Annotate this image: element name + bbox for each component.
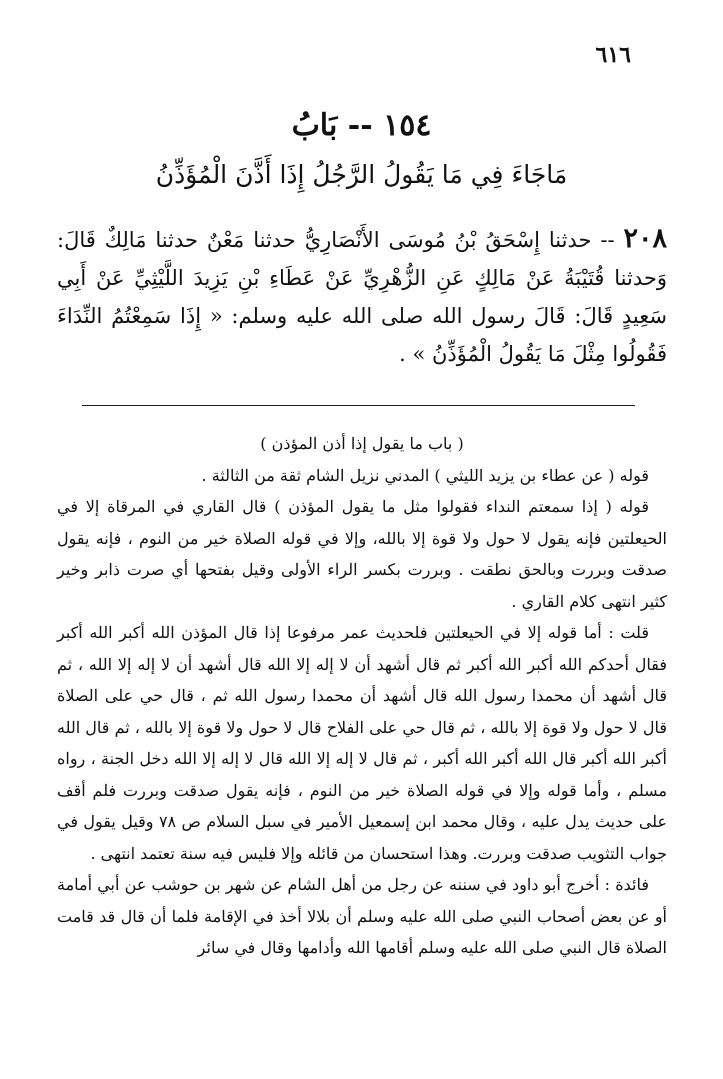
hadith-text-block — [57, 220, 667, 373]
commentary-paragraph: فائدة : أخرج أبو داود في سننه عن رجل من أهل الشام عن شهر بن حوشب عن أبي أمامة أو عن بعض أصحاب النبي صلى الله عليه وسلم أن بلالا أخذ في الإقامة فلما أن قال قد قامت الصلاة قال النبي صلى الله عليه وسلم أقامها الله وأدامها وقال في سائر — [57, 875, 667, 957]
commentary-paragraph: قوله ( عن عطاء بن يزيد الليثي ) المدني نزيل الشام ثقة من الثالثة . — [201, 465, 649, 485]
commentary-block — [57, 428, 667, 964]
chapter-subtitle: مَاجَاءَ فِي مَا يَقُولُ الرَّجُلُ إِذَا أَذَّنَ الْمُؤَذِّنُ — [155, 160, 568, 189]
chapter-title: ١٥٤ -- بَابُ — [291, 108, 432, 143]
commentary-paragraph: قوله ( إذا سمعتم النداء فقولوا مثل ما يقول المؤذن ) قال القاري في المرقاة إلا في الحيعلتين فإنه يقول لا حول ولا قوة إلا بالله، وإلا في قوله الصلاة خير من النوم ، فإنه يقول صدقت وبررت وبالحق نطقت . وبررت بكسر الراء الأولى وقيل بفتحها أي صرت ذابر وخير كثير انتهى كلام القاري . — [57, 497, 668, 611]
hadith-number: ٢٠٨ — [623, 223, 667, 254]
hadith-text: -- حدثنا إِسْحَقُ بْنُ مُوسَى الأَنْصَارِيُّ حدثنا مَعْنٌ حدثنا مَالِكٌ قَالَ: وَحدثنا قُتَيْبَةُ عَنْ مَالِكٍ عَنِ الزُّهْرِيِّ عَنْ عَطَاءِ بْنِ يَزِيدَ اللَّيْثِيِّ عَنْ أَبِي سَعِيدٍ قَالَ: قَالَ رسول الله صلى الله عليه وسلم: « إِذَا سَمِعْتُمُ النِّدَاءَ فَقُولُوا مِثْلَ مَا يَقُولُ الْمُؤَذِّنُ » . — [57, 228, 667, 366]
section-divider — [82, 405, 635, 406]
commentary-paragraph: قلت : أما قوله إلا في الحيعلتين فلحديث عمر مرفوعا إذا قال المؤذن الله أكبر الله أكبر فقال أحدكم الله أكبر الله أكبر ثم قال أشهد أن لا إله إلا الله قال أشهد أن لا إله إلا الله ، ثم قال أشهد أن محمدا رسول الله قال أشهد أن محمدا رسول الله ثم ، قال حي على الصلاة قال لا حول ولا قوة إلا بالله ، ثم قال حي على الفلاح قال لا حول ولا قوة إلا بالله ، ثم قال الله أكبر الله أكبر قال الله أكبر الله أكبر ، ثم قال لا إله إلا الله قال لا إله إلا الله دخل الجنة ، رواه مسلم ، وأما قوله وإلا في قوله الصلاة خير من النوم ، فإنه يقول صدقت وبررت فلم أقف على حديث يدل عليه ، وقال محمد ابن إسمعيل الأمير في سبل السلام ص ٧٨ وقيل يقول في جواب التثويب صدقت وبررت. وهذا استحسان من قائله وإلا فليس فيه سنة تعتمد انتهى . — [57, 623, 668, 863]
commentary-heading: ( باب ما يقول إذا أذن المؤذن ) — [260, 434, 464, 453]
page-number: ٦١٦ — [595, 42, 631, 68]
